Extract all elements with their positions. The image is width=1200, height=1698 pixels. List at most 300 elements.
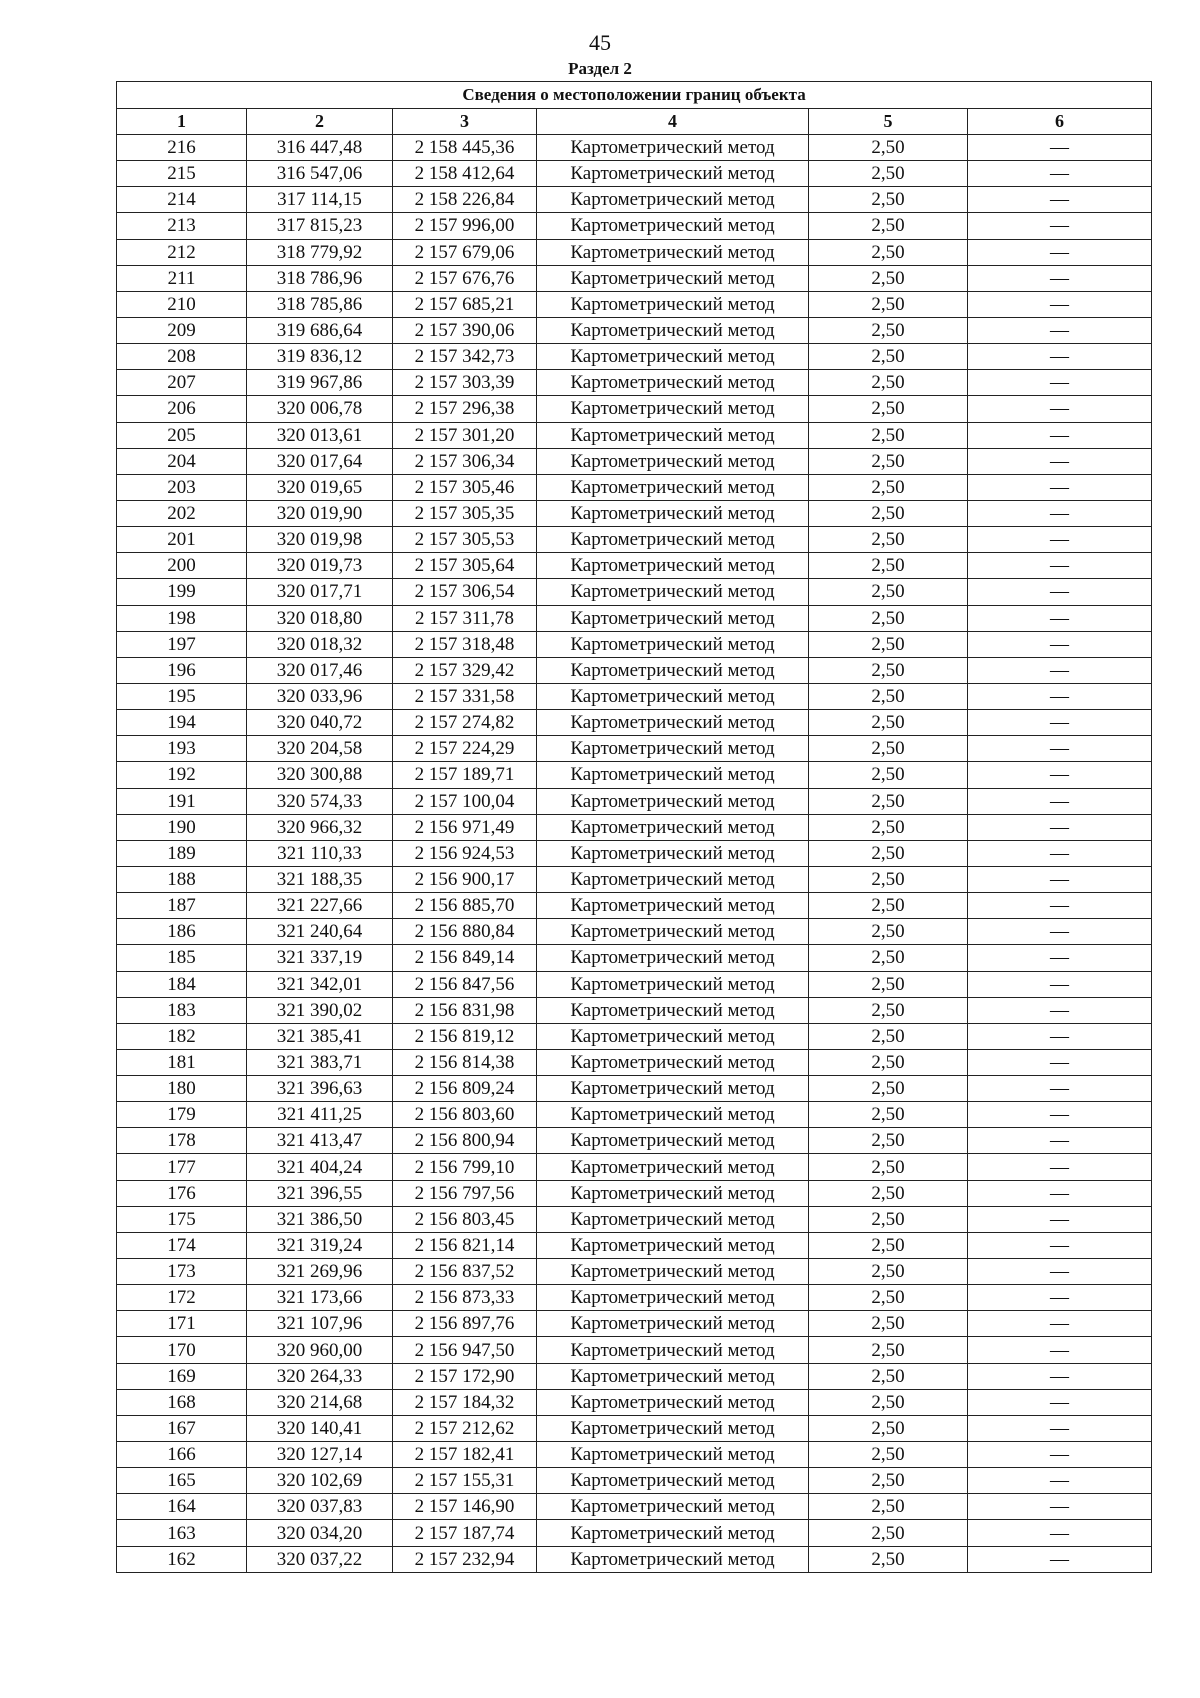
x-coordinate-cell: 320 019,73 bbox=[247, 553, 393, 579]
description-cell: — bbox=[968, 1232, 1152, 1258]
description-cell: — bbox=[968, 1023, 1152, 1049]
x-coordinate-cell: 321 319,24 bbox=[247, 1232, 393, 1258]
point-number-cell: 207 bbox=[117, 370, 247, 396]
method-cell: Картометрический метод bbox=[537, 840, 809, 866]
x-coordinate-cell: 320 204,58 bbox=[247, 736, 393, 762]
y-coordinate-cell: 2 156 819,12 bbox=[393, 1023, 537, 1049]
y-coordinate-cell: 2 157 679,06 bbox=[393, 239, 537, 265]
y-coordinate-cell: 2 156 873,33 bbox=[393, 1285, 537, 1311]
y-coordinate-cell: 2 157 685,21 bbox=[393, 291, 537, 317]
table-row bbox=[117, 448, 1152, 474]
column-header: 6 bbox=[968, 109, 1152, 135]
method-cell: Картометрический метод bbox=[537, 1180, 809, 1206]
accuracy-cell: 2,50 bbox=[809, 762, 968, 788]
x-coordinate-cell: 320 018,80 bbox=[247, 605, 393, 631]
accuracy-cell: 2,50 bbox=[809, 161, 968, 187]
table-row bbox=[117, 788, 1152, 814]
y-coordinate-cell: 2 157 676,76 bbox=[393, 265, 537, 291]
x-coordinate-cell: 320 127,14 bbox=[247, 1442, 393, 1468]
table-row bbox=[117, 814, 1152, 840]
x-coordinate-cell: 321 396,55 bbox=[247, 1180, 393, 1206]
point-number-cell: 191 bbox=[117, 788, 247, 814]
point-number-cell: 201 bbox=[117, 527, 247, 553]
y-coordinate-cell: 2 156 803,60 bbox=[393, 1102, 537, 1128]
description-cell: — bbox=[968, 710, 1152, 736]
point-number-cell: 196 bbox=[117, 657, 247, 683]
description-cell: — bbox=[968, 997, 1152, 1023]
method-cell: Картометрический метод bbox=[537, 788, 809, 814]
x-coordinate-cell: 319 686,64 bbox=[247, 317, 393, 343]
x-coordinate-cell: 320 040,72 bbox=[247, 710, 393, 736]
method-cell: Картометрический метод bbox=[537, 1363, 809, 1389]
accuracy-cell: 2,50 bbox=[809, 840, 968, 866]
description-cell: — bbox=[968, 161, 1152, 187]
method-cell: Картометрический метод bbox=[537, 344, 809, 370]
x-coordinate-cell: 316 447,48 bbox=[247, 135, 393, 161]
accuracy-cell: 2,50 bbox=[809, 239, 968, 265]
point-number-cell: 168 bbox=[117, 1389, 247, 1415]
table-row bbox=[117, 291, 1152, 317]
description-cell: — bbox=[968, 788, 1152, 814]
point-number-cell: 181 bbox=[117, 1049, 247, 1075]
table-row bbox=[117, 1520, 1152, 1546]
table-row bbox=[117, 1023, 1152, 1049]
accuracy-cell: 2,50 bbox=[809, 187, 968, 213]
point-number-cell: 184 bbox=[117, 971, 247, 997]
accuracy-cell: 2,50 bbox=[809, 736, 968, 762]
method-cell: Картометрический метод bbox=[537, 1285, 809, 1311]
point-number-cell: 180 bbox=[117, 1076, 247, 1102]
description-cell: — bbox=[968, 317, 1152, 343]
table-row bbox=[117, 710, 1152, 736]
method-cell: Картометрический метод bbox=[537, 187, 809, 213]
method-cell: Картометрический метод bbox=[537, 553, 809, 579]
table-row bbox=[117, 1049, 1152, 1075]
table-row bbox=[117, 344, 1152, 370]
method-cell: Картометрический метод bbox=[537, 317, 809, 343]
table-row bbox=[117, 370, 1152, 396]
point-number-cell: 165 bbox=[117, 1468, 247, 1494]
table-row bbox=[117, 1494, 1152, 1520]
y-coordinate-cell: 2 156 847,56 bbox=[393, 971, 537, 997]
y-coordinate-cell: 2 158 445,36 bbox=[393, 135, 537, 161]
x-coordinate-cell: 321 383,71 bbox=[247, 1049, 393, 1075]
method-cell: Картометрический метод bbox=[537, 500, 809, 526]
point-number-cell: 170 bbox=[117, 1337, 247, 1363]
description-cell: — bbox=[968, 1520, 1152, 1546]
description-cell: — bbox=[968, 239, 1152, 265]
accuracy-cell: 2,50 bbox=[809, 1311, 968, 1337]
accuracy-cell: 2,50 bbox=[809, 1128, 968, 1154]
y-coordinate-cell: 2 156 831,98 bbox=[393, 997, 537, 1023]
accuracy-cell: 2,50 bbox=[809, 1337, 968, 1363]
x-coordinate-cell: 320 019,90 bbox=[247, 500, 393, 526]
description-cell: — bbox=[968, 1363, 1152, 1389]
description-cell: — bbox=[968, 422, 1152, 448]
y-coordinate-cell: 2 157 274,82 bbox=[393, 710, 537, 736]
x-coordinate-cell: 321 411,25 bbox=[247, 1102, 393, 1128]
description-cell: — bbox=[968, 945, 1152, 971]
table-row bbox=[117, 631, 1152, 657]
x-coordinate-cell: 320 966,32 bbox=[247, 814, 393, 840]
method-cell: Картометрический метод bbox=[537, 474, 809, 500]
x-coordinate-cell: 319 836,12 bbox=[247, 344, 393, 370]
description-cell: — bbox=[968, 1259, 1152, 1285]
point-number-cell: 182 bbox=[117, 1023, 247, 1049]
point-number-cell: 193 bbox=[117, 736, 247, 762]
point-number-cell: 206 bbox=[117, 396, 247, 422]
accuracy-cell: 2,50 bbox=[809, 866, 968, 892]
y-coordinate-cell: 2 158 412,64 bbox=[393, 161, 537, 187]
point-number-cell: 210 bbox=[117, 291, 247, 317]
x-coordinate-cell: 321 110,33 bbox=[247, 840, 393, 866]
y-coordinate-cell: 2 156 814,38 bbox=[393, 1049, 537, 1075]
x-coordinate-cell: 321 337,19 bbox=[247, 945, 393, 971]
accuracy-cell: 2,50 bbox=[809, 919, 968, 945]
page-number: 45 bbox=[589, 30, 611, 55]
point-number-cell: 194 bbox=[117, 710, 247, 736]
method-cell: Картометрический метод bbox=[537, 919, 809, 945]
point-number-cell: 178 bbox=[117, 1128, 247, 1154]
table-row bbox=[117, 945, 1152, 971]
method-cell: Картометрический метод bbox=[537, 265, 809, 291]
method-cell: Картометрический метод bbox=[537, 370, 809, 396]
point-number-cell: 186 bbox=[117, 919, 247, 945]
point-number-cell: 163 bbox=[117, 1520, 247, 1546]
point-number-cell: 176 bbox=[117, 1180, 247, 1206]
description-cell: — bbox=[968, 1154, 1152, 1180]
table-row bbox=[117, 213, 1152, 239]
description-cell: — bbox=[968, 291, 1152, 317]
point-number-cell: 169 bbox=[117, 1363, 247, 1389]
point-number-cell: 214 bbox=[117, 187, 247, 213]
table-row bbox=[117, 1337, 1152, 1363]
accuracy-cell: 2,50 bbox=[809, 1180, 968, 1206]
column-header: 2 bbox=[247, 109, 393, 135]
accuracy-cell: 2,50 bbox=[809, 1259, 968, 1285]
accuracy-cell: 2,50 bbox=[809, 893, 968, 919]
point-number-cell: 211 bbox=[117, 265, 247, 291]
method-cell: Картометрический метод bbox=[537, 1468, 809, 1494]
method-cell: Картометрический метод bbox=[537, 1128, 809, 1154]
y-coordinate-cell: 2 156 885,70 bbox=[393, 893, 537, 919]
table-row bbox=[117, 579, 1152, 605]
table-row bbox=[117, 1259, 1152, 1285]
method-cell: Картометрический метод bbox=[537, 971, 809, 997]
method-cell: Картометрический метод bbox=[537, 448, 809, 474]
table-row bbox=[117, 1128, 1152, 1154]
description-cell: — bbox=[968, 1049, 1152, 1075]
table-row bbox=[117, 422, 1152, 448]
method-cell: Картометрический метод bbox=[537, 213, 809, 239]
point-number-cell: 177 bbox=[117, 1154, 247, 1180]
column-header: 1 bbox=[117, 109, 247, 135]
method-cell: Картометрический метод bbox=[537, 1076, 809, 1102]
table-row bbox=[117, 657, 1152, 683]
description-cell: — bbox=[968, 527, 1152, 553]
x-coordinate-cell: 318 786,96 bbox=[247, 265, 393, 291]
point-number-cell: 188 bbox=[117, 866, 247, 892]
point-number-cell: 162 bbox=[117, 1546, 247, 1572]
table-row bbox=[117, 396, 1152, 422]
y-coordinate-cell: 2 157 303,39 bbox=[393, 370, 537, 396]
accuracy-cell: 2,50 bbox=[809, 1285, 968, 1311]
description-cell: — bbox=[968, 814, 1152, 840]
point-number-cell: 215 bbox=[117, 161, 247, 187]
y-coordinate-cell: 2 157 212,62 bbox=[393, 1415, 537, 1441]
x-coordinate-cell: 320 019,98 bbox=[247, 527, 393, 553]
table-row bbox=[117, 474, 1152, 500]
column-header: 5 bbox=[809, 109, 968, 135]
y-coordinate-cell: 2 157 342,73 bbox=[393, 344, 537, 370]
method-cell: Картометрический метод bbox=[537, 239, 809, 265]
y-coordinate-cell: 2 157 172,90 bbox=[393, 1363, 537, 1389]
method-cell: Картометрический метод bbox=[537, 527, 809, 553]
table-row bbox=[117, 762, 1152, 788]
accuracy-cell: 2,50 bbox=[809, 1102, 968, 1128]
method-cell: Картометрический метод bbox=[537, 1389, 809, 1415]
description-cell: — bbox=[968, 1180, 1152, 1206]
description-cell: — bbox=[968, 1415, 1152, 1441]
y-coordinate-cell: 2 157 232,94 bbox=[393, 1546, 537, 1572]
table-row bbox=[117, 265, 1152, 291]
x-coordinate-cell: 317 114,15 bbox=[247, 187, 393, 213]
y-coordinate-cell: 2 157 390,06 bbox=[393, 317, 537, 343]
x-coordinate-cell: 320 018,32 bbox=[247, 631, 393, 657]
table-row bbox=[117, 866, 1152, 892]
table-row bbox=[117, 1154, 1152, 1180]
method-cell: Картометрический метод bbox=[537, 1311, 809, 1337]
x-coordinate-cell: 318 785,86 bbox=[247, 291, 393, 317]
y-coordinate-cell: 2 157 184,32 bbox=[393, 1389, 537, 1415]
description-cell: — bbox=[968, 683, 1152, 709]
accuracy-cell: 2,50 bbox=[809, 945, 968, 971]
method-cell: Картометрический метод bbox=[537, 1546, 809, 1572]
y-coordinate-cell: 2 157 146,90 bbox=[393, 1494, 537, 1520]
method-cell: Картометрический метод bbox=[537, 893, 809, 919]
x-coordinate-cell: 320 037,22 bbox=[247, 1546, 393, 1572]
method-cell: Картометрический метод bbox=[537, 1259, 809, 1285]
accuracy-cell: 2,50 bbox=[809, 1206, 968, 1232]
y-coordinate-cell: 2 157 311,78 bbox=[393, 605, 537, 631]
description-cell: — bbox=[968, 370, 1152, 396]
y-coordinate-cell: 2 156 803,45 bbox=[393, 1206, 537, 1232]
method-cell: Картометрический метод bbox=[537, 1049, 809, 1075]
description-cell: — bbox=[968, 1494, 1152, 1520]
x-coordinate-cell: 320 214,68 bbox=[247, 1389, 393, 1415]
x-coordinate-cell: 320 140,41 bbox=[247, 1415, 393, 1441]
y-coordinate-cell: 2 157 224,29 bbox=[393, 736, 537, 762]
table-row bbox=[117, 919, 1152, 945]
point-number-cell: 200 bbox=[117, 553, 247, 579]
description-cell: — bbox=[968, 474, 1152, 500]
accuracy-cell: 2,50 bbox=[809, 1389, 968, 1415]
y-coordinate-cell: 2 156 797,56 bbox=[393, 1180, 537, 1206]
method-cell: Картометрический метод bbox=[537, 1337, 809, 1363]
table-row bbox=[117, 971, 1152, 997]
method-cell: Картометрический метод bbox=[537, 1494, 809, 1520]
point-number-cell: 174 bbox=[117, 1232, 247, 1258]
table-caption: Сведения о местоположении границ объекта bbox=[117, 82, 1152, 109]
point-number-cell: 172 bbox=[117, 1285, 247, 1311]
description-cell: — bbox=[968, 553, 1152, 579]
description-cell: — bbox=[968, 1442, 1152, 1468]
x-coordinate-cell: 316 547,06 bbox=[247, 161, 393, 187]
y-coordinate-cell: 2 157 329,42 bbox=[393, 657, 537, 683]
accuracy-cell: 2,50 bbox=[809, 1494, 968, 1520]
method-cell: Картометрический метод bbox=[537, 1154, 809, 1180]
description-cell: — bbox=[968, 971, 1152, 997]
x-coordinate-cell: 320 960,00 bbox=[247, 1337, 393, 1363]
x-coordinate-cell: 317 815,23 bbox=[247, 213, 393, 239]
y-coordinate-cell: 2 157 182,41 bbox=[393, 1442, 537, 1468]
table-row bbox=[117, 1102, 1152, 1128]
x-coordinate-cell: 321 396,63 bbox=[247, 1076, 393, 1102]
point-number-cell: 167 bbox=[117, 1415, 247, 1441]
x-coordinate-cell: 321 227,66 bbox=[247, 893, 393, 919]
boundary-coordinates-table bbox=[116, 81, 1152, 1573]
accuracy-cell: 2,50 bbox=[809, 500, 968, 526]
method-cell: Картометрический метод bbox=[537, 866, 809, 892]
y-coordinate-cell: 2 157 331,58 bbox=[393, 683, 537, 709]
accuracy-cell: 2,50 bbox=[809, 1232, 968, 1258]
point-number-cell: 173 bbox=[117, 1259, 247, 1285]
point-number-cell: 175 bbox=[117, 1206, 247, 1232]
x-coordinate-cell: 320 019,65 bbox=[247, 474, 393, 500]
description-cell: — bbox=[968, 448, 1152, 474]
point-number-cell: 179 bbox=[117, 1102, 247, 1128]
description-cell: — bbox=[968, 344, 1152, 370]
x-coordinate-cell: 320 574,33 bbox=[247, 788, 393, 814]
y-coordinate-cell: 2 156 809,24 bbox=[393, 1076, 537, 1102]
description-cell: — bbox=[968, 1311, 1152, 1337]
y-coordinate-cell: 2 156 971,49 bbox=[393, 814, 537, 840]
table-row bbox=[117, 1389, 1152, 1415]
y-coordinate-cell: 2 156 897,76 bbox=[393, 1311, 537, 1337]
point-number-cell: 202 bbox=[117, 500, 247, 526]
accuracy-cell: 2,50 bbox=[809, 1468, 968, 1494]
accuracy-cell: 2,50 bbox=[809, 1363, 968, 1389]
x-coordinate-cell: 321 107,96 bbox=[247, 1311, 393, 1337]
accuracy-cell: 2,50 bbox=[809, 344, 968, 370]
description-cell: — bbox=[968, 135, 1152, 161]
table-row bbox=[117, 893, 1152, 919]
y-coordinate-cell: 2 157 305,46 bbox=[393, 474, 537, 500]
method-cell: Картометрический метод bbox=[537, 1023, 809, 1049]
description-cell: — bbox=[968, 1468, 1152, 1494]
method-cell: Картометрический метод bbox=[537, 161, 809, 187]
point-number-cell: 204 bbox=[117, 448, 247, 474]
accuracy-cell: 2,50 bbox=[809, 971, 968, 997]
table-row bbox=[117, 239, 1152, 265]
description-cell: — bbox=[968, 1389, 1152, 1415]
table-body bbox=[117, 135, 1152, 1573]
accuracy-cell: 2,50 bbox=[809, 135, 968, 161]
method-cell: Картометрический метод bbox=[537, 631, 809, 657]
y-coordinate-cell: 2 157 306,54 bbox=[393, 579, 537, 605]
method-cell: Картометрический метод bbox=[537, 710, 809, 736]
accuracy-cell: 2,50 bbox=[809, 553, 968, 579]
description-cell: — bbox=[968, 736, 1152, 762]
x-coordinate-cell: 320 017,46 bbox=[247, 657, 393, 683]
point-number-cell: 171 bbox=[117, 1311, 247, 1337]
y-coordinate-cell: 2 157 305,53 bbox=[393, 527, 537, 553]
description-cell: — bbox=[968, 1546, 1152, 1572]
point-number-cell: 164 bbox=[117, 1494, 247, 1520]
method-cell: Картометрический метод bbox=[537, 736, 809, 762]
table-row bbox=[117, 736, 1152, 762]
x-coordinate-cell: 320 264,33 bbox=[247, 1363, 393, 1389]
method-cell: Картометрический метод bbox=[537, 762, 809, 788]
description-cell: — bbox=[968, 631, 1152, 657]
table-row bbox=[117, 1546, 1152, 1572]
x-coordinate-cell: 320 017,64 bbox=[247, 448, 393, 474]
table-row bbox=[117, 317, 1152, 343]
description-cell: — bbox=[968, 1206, 1152, 1232]
point-number-cell: 183 bbox=[117, 997, 247, 1023]
y-coordinate-cell: 2 156 849,14 bbox=[393, 945, 537, 971]
point-number-cell: 212 bbox=[117, 239, 247, 265]
accuracy-cell: 2,50 bbox=[809, 1023, 968, 1049]
y-coordinate-cell: 2 157 305,64 bbox=[393, 553, 537, 579]
point-number-cell: 205 bbox=[117, 422, 247, 448]
description-cell: — bbox=[968, 1285, 1152, 1311]
point-number-cell: 189 bbox=[117, 840, 247, 866]
x-coordinate-cell: 321 404,24 bbox=[247, 1154, 393, 1180]
method-cell: Картометрический метод bbox=[537, 945, 809, 971]
description-cell: — bbox=[968, 265, 1152, 291]
table-row bbox=[117, 683, 1152, 709]
method-cell: Картометрический метод bbox=[537, 422, 809, 448]
accuracy-cell: 2,50 bbox=[809, 1442, 968, 1468]
y-coordinate-cell: 2 157 100,04 bbox=[393, 788, 537, 814]
y-coordinate-cell: 2 157 305,35 bbox=[393, 500, 537, 526]
table-row bbox=[117, 187, 1152, 213]
table-row bbox=[117, 605, 1152, 631]
point-number-cell: 209 bbox=[117, 317, 247, 343]
y-coordinate-cell: 2 157 301,20 bbox=[393, 422, 537, 448]
description-cell: — bbox=[968, 657, 1152, 683]
section-title: Раздел 2 bbox=[568, 59, 632, 78]
description-cell: — bbox=[968, 893, 1152, 919]
method-cell: Картометрический метод bbox=[537, 1520, 809, 1546]
accuracy-cell: 2,50 bbox=[809, 788, 968, 814]
table-row bbox=[117, 1415, 1152, 1441]
y-coordinate-cell: 2 157 155,31 bbox=[393, 1468, 537, 1494]
table-row bbox=[117, 1076, 1152, 1102]
x-coordinate-cell: 321 188,35 bbox=[247, 866, 393, 892]
table-row bbox=[117, 840, 1152, 866]
table-row bbox=[117, 1468, 1152, 1494]
x-coordinate-cell: 320 013,61 bbox=[247, 422, 393, 448]
description-cell: — bbox=[968, 1337, 1152, 1363]
table-row bbox=[117, 1180, 1152, 1206]
x-coordinate-cell: 321 385,41 bbox=[247, 1023, 393, 1049]
method-cell: Картометрический метод bbox=[537, 579, 809, 605]
y-coordinate-cell: 2 157 996,00 bbox=[393, 213, 537, 239]
point-number-cell: 198 bbox=[117, 605, 247, 631]
x-coordinate-cell: 319 967,86 bbox=[247, 370, 393, 396]
description-cell: — bbox=[968, 187, 1152, 213]
y-coordinate-cell: 2 156 924,53 bbox=[393, 840, 537, 866]
description-cell: — bbox=[968, 1128, 1152, 1154]
y-coordinate-cell: 2 156 880,84 bbox=[393, 919, 537, 945]
description-cell: — bbox=[968, 605, 1152, 631]
point-number-cell: 192 bbox=[117, 762, 247, 788]
column-header: 4 bbox=[537, 109, 809, 135]
x-coordinate-cell: 321 342,01 bbox=[247, 971, 393, 997]
y-coordinate-cell: 2 156 837,52 bbox=[393, 1259, 537, 1285]
